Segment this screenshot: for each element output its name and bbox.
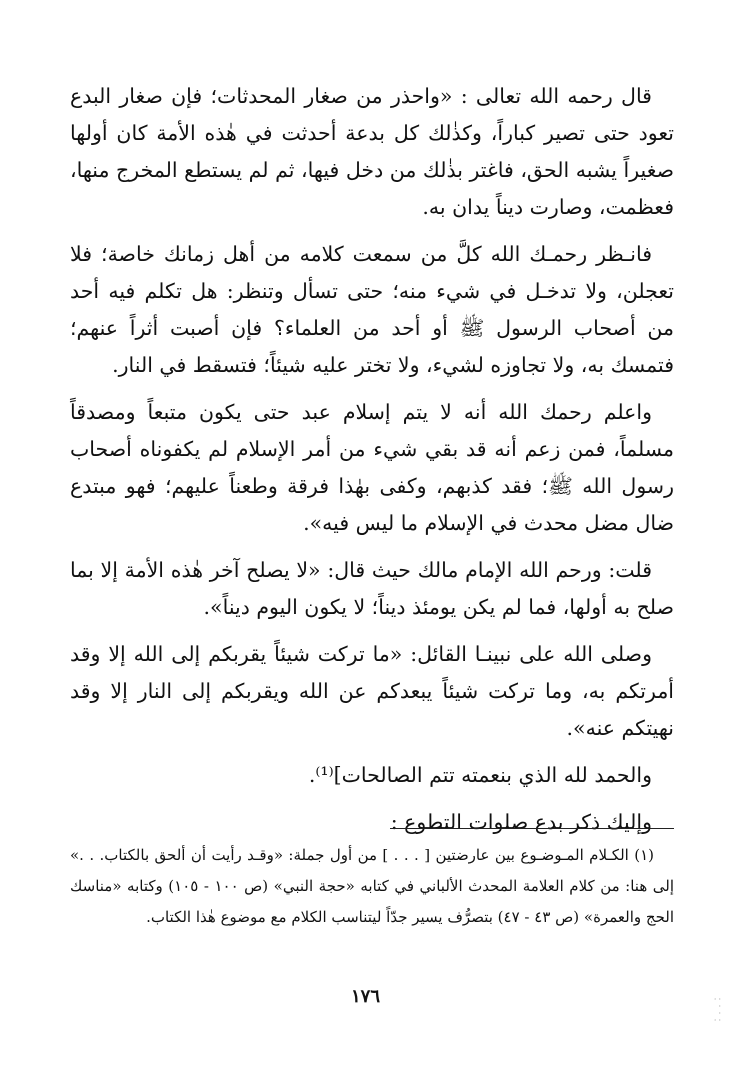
main-text: [70, 78, 674, 851]
paragraph-6: والحمد لله الذي بنعمته تتم الصالحات]⁽¹⁾.: [308, 763, 652, 787]
footnote: (١) الكـلام المـوضـوع بين عارضتين [ . . . ] من أول جملة: «وقـد رأيت أن ألحق بالكتاب. . .» إلى هنا: من كلام العلامة المحدث الألباني في كتابه «حجة النبي» (ص ١٠٠ - ١٠٥) وكتابه «مناسك الحج والعمرة» (ص ٤٣ - ٤٧) بتصرُّف يسير جدّاً ليتناسب الكلام مع موضوع هٰذا الكتاب.: [70, 846, 675, 926]
paragraph-2: فانـظر رحمـك الله كلَّ من سمعت كلامه من أهل زمانك خاصة؛ فلا تعجلن، ولا تدخـل في شيء منه؛ حتى تسأل وتنظر: هل تكلم فيه أحد من أصحاب الرسول ﷺ أو أحد من العلماء؟ فإن أصبت أثراً عنهم؛ فتمسك به، ولا تجاوزه لشيء، ولا تختر عليه شيئاً؛ فتسقط في النار.: [70, 242, 674, 377]
page-number: ١٧٦: [350, 986, 380, 1007]
footnote-divider: [390, 828, 674, 829]
paragraph-5: وصلى الله على نبينـا القائل: «ما تركت شيئاً يقربكم إلى الله إلا وقد أمرتكم به، وما تركت شيئاً يبعدكم عن الله ويقربكم إلى النار إلا وقد نهيتكم عنه».: [70, 642, 674, 740]
paragraph-3: واعلم رحمك الله أنه لا يتم إسلام عبد حتى يكون متبعاً ومصدقاً مسلماً، فمن زعم أنه قد بقي شيء من أمر الإسلام لم يكفوناه أصحاب رسول الله ﷺ؛ فقد كذبهم، وكفى بهٰذا فرقة وطعناً عليهم؛ فهو مبتدع ضال مضل محدث في الإسلام ما ليس فيه».: [70, 400, 674, 535]
scan-noise-mark: ·· · · ··: [713, 995, 723, 1025]
paragraph-4: قلت: ورحم الله الإمام مالك حيث قال: «لا يصلح آخر هٰذه الأمة إلا بما صلح به أولها، فما لم يكن يومئذ ديناً؛ لا يكون اليوم ديناً».: [70, 558, 674, 619]
paragraph-1: قال رحمه الله تعالى : «واحذر من صغار المحدثات؛ فإن صغار البدع تعود حتى تصير كباراً، وكذٰلك كل بدعة أحدثت في هٰذه الأمة كان أولها صغيراً يشبه الحق، فاغتر بذٰلك من دخل فيها، ثم لم يستطع المخرج منها، فعظمت، وصارت ديناً يدان به.: [70, 84, 674, 219]
paragraph-7: وإليك ذكر بدع صلوات التطوع :: [390, 810, 652, 834]
